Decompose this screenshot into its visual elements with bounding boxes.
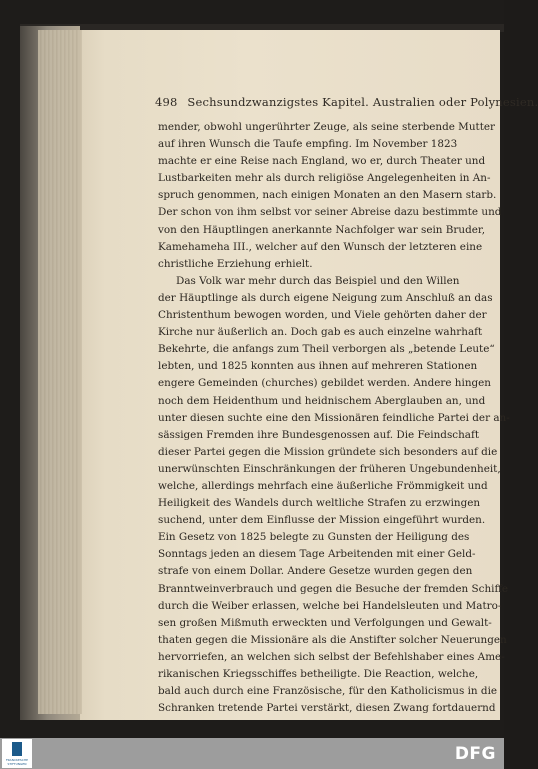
text-line: sen großen Mißmuth erweckten und Verfolgungen und Gewalt-: [158, 616, 492, 629]
text-line: Sonntags jeden an diesem Tage Arbeitenden mit einer Geld-: [158, 548, 476, 561]
text-line: strafe von einem Dollar. Andere Gesetze wurden gegen den: [158, 565, 473, 578]
text-line: sässigen Fremden ihre Bundesgenossen auf. Die Feindschaft: [158, 428, 480, 441]
francke-foundation-logo: [2, 739, 32, 768]
text-line: unerwünschten Einschränkungen der früheren Ungebundenheit,: [158, 462, 501, 475]
text-line: spruch genommen, nach einigen Monaten an den Masern starb.: [158, 189, 497, 202]
text-line: machte er eine Reise nach England, wo er, durch Theater und: [158, 155, 486, 168]
text-line: Ein Gesetz von 1825 belegte zu Gunsten der Heiligung des: [158, 531, 470, 544]
viewer-footer-bar: [0, 738, 504, 769]
text-line: thaten gegen die Missionäre als die Anstifter solcher Neuerungen: [158, 633, 507, 646]
text-line: engere Gemeinden (churches) gebildet werden. Andere hingen: [158, 377, 491, 390]
text-line: Bekehrte, die anfangs zum Theil verborgen als „betende Leute“: [158, 343, 495, 356]
text-line: Heiligkeit des Wandels durch weltliche Strafen zu erzwingen: [158, 497, 481, 510]
text-line: Der schon von ihm selbst vor seiner Abreise dazu bestimmte und: [158, 206, 502, 219]
text-line: bald auch durch eine Französische, für den Katholicismus in die: [158, 685, 498, 698]
text-line: mender, obwohl ungerührter Zeuge, als seine sterbende Mutter: [158, 121, 495, 133]
text-line: welche, allerdings mehrfach eine äußerliche Frömmigkeit und: [158, 479, 488, 492]
text-line: auf ihren Wunsch die Taufe empfing. Im November 1823: [158, 138, 458, 151]
text-line: Das Volk war mehr durch das Beispiel und den Willen: [176, 274, 460, 287]
text-line: unter diesen suchte eine den Missionären feindliche Partei der an-: [158, 411, 510, 424]
text-line: dieser Partei gegen die Mission gründete sich besonders auf die: [158, 445, 498, 458]
text-line: Christenthum bewogen worden, und Viele gehörten daher der: [158, 309, 487, 322]
dfg-logo: DFG: [454, 744, 496, 764]
text-line: rikanischen Kriegsschiffes betheiligte. Die Reaction, welche,: [158, 668, 479, 680]
text-line: lebten, und 1825 konnten aus ihnen auf mehreren Stationen: [158, 360, 478, 373]
text-line: Lustbarkeiten mehr als durch religiöse Angelegenheiten in An-: [158, 172, 491, 185]
body-text: [158, 119, 510, 717]
text-line: Branntweinverbrauch und gegen die Besuche der fremden Schiffe: [158, 582, 509, 595]
running-head: [155, 95, 538, 109]
text-line: Kirche nur äußerlich an. Doch gab es auch einzelne wahrhaft: [158, 326, 483, 339]
text-line: Kamehameha III., welcher auf den Wunsch der letzteren eine: [158, 240, 483, 253]
text-line: christliche Erziehung erhielt.: [158, 257, 313, 270]
francke-logo-mark-icon: [12, 742, 22, 756]
page-number: 498: [155, 95, 178, 109]
text-line: der Häuptlinge als durch eigene Neigung zum Anschluß an das: [158, 291, 493, 304]
text-line: noch dem Heidenthum und heidnischem Aberglauben an, und: [158, 394, 486, 407]
text-line: hervorriefen, an welchen sich selbst der Befehlshaber eines Ame-: [158, 650, 505, 663]
text-line: durch die Weiber erlassen, welche bei Handelsleuten und Matro-: [158, 599, 502, 612]
text-line: von den Häuptlingen anerkannte Nachfolger war sein Bruder,: [158, 223, 486, 236]
running-head-title: Sechsundzwanzigstes Kapitel. Australien oder Polynesien.: [187, 95, 538, 109]
francke-logo-text: FRANCKESCHE STIFTUNGEN: [5, 758, 29, 766]
text-line: suchend, unter dem Einflusse der Mission eingeführt wurden.: [158, 514, 486, 527]
text-line: Schranken tretende Partei verstärkt, diesen Zwang fortdauernd: [158, 702, 496, 715]
page-stack-edges: [38, 30, 82, 714]
